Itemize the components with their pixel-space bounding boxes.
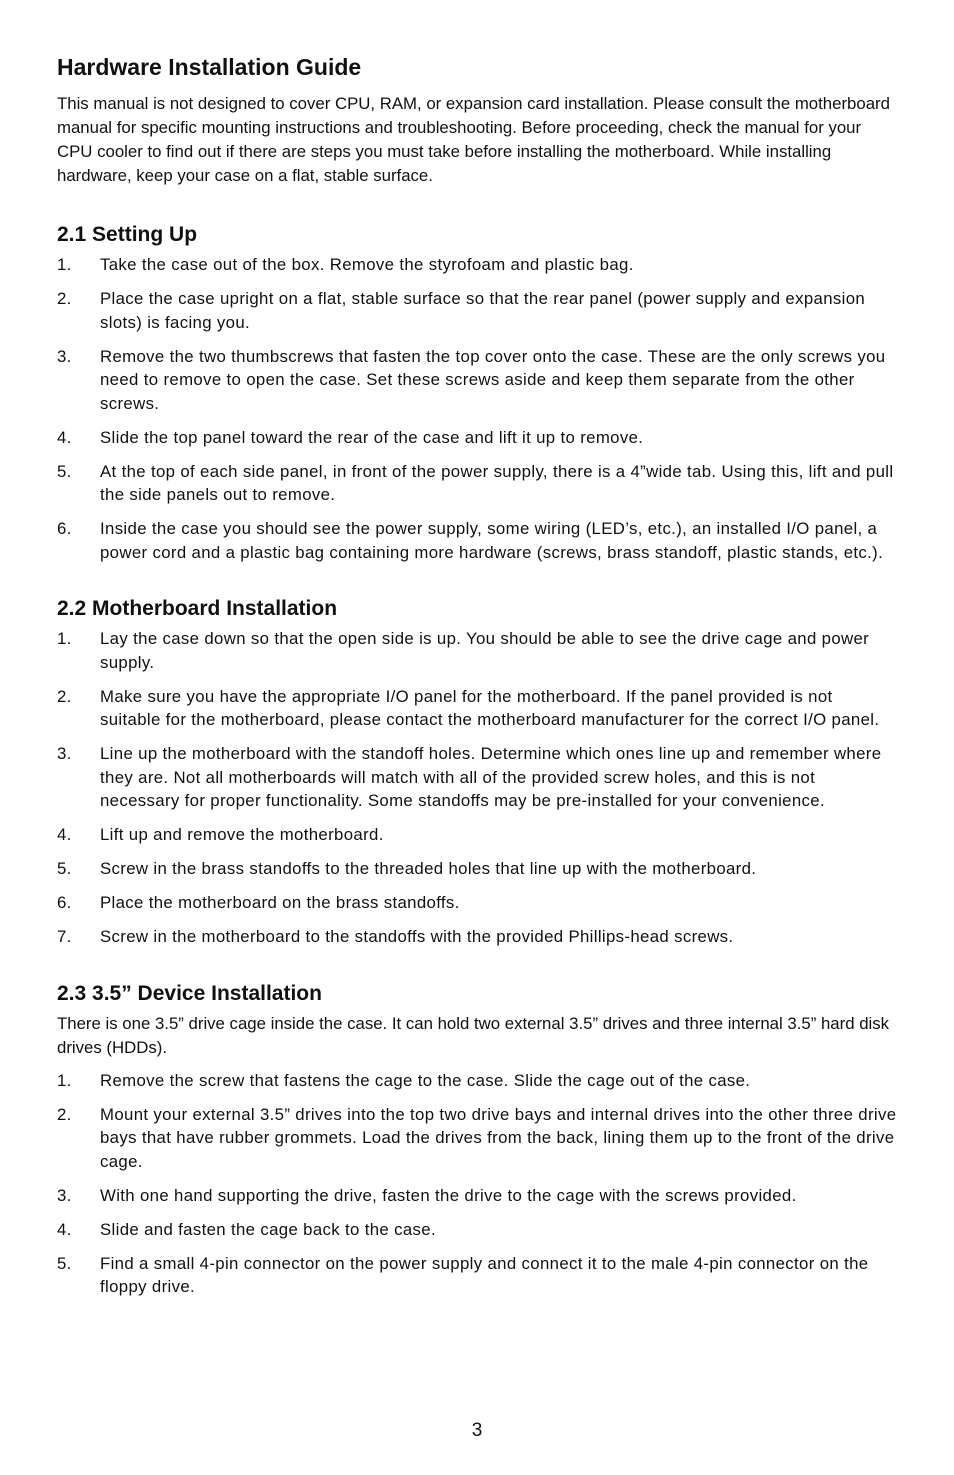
list-item [57,1252,897,1299]
step-number: 4. [57,825,72,844]
step-text: Mount your external 3.5” drives into the top two drive bays and internal drives into the other three drive bays that have rubber grommets. Load the drives from the back, lining them up to the front of the drive cage. [100,1104,897,1171]
step-number: 6. [57,893,72,912]
step-text: Take the case out of the box. Remove the styrofoam and plastic bag. [100,255,634,274]
list-item [57,891,897,915]
section-device-installation [57,980,897,1299]
step-text: Find a small 4-pin connector on the power supply and connect it to the male 4-pin connector on the floppy drive. [100,1253,869,1296]
step-text: Remove the screw that fastens the cage to the case. Slide the cage out of the case. [100,1070,751,1090]
step-list [57,1069,897,1299]
section-heading: 2.3 3.5” Device Installation [57,981,322,1005]
list-item [57,685,897,732]
list-item [57,1218,897,1242]
step-number: 5. [57,859,72,878]
step-text: Slide the top panel toward the rear of the case and lift it up to remove. [100,427,644,447]
list-item [57,460,897,507]
step-number: 7. [57,927,72,946]
step-text: Make sure you have the appropriate I/O panel for the motherboard. If the panel provided is not suitable for the motherboard, please contact the motherboard manufacturer for the correct I/O panel. [100,686,880,729]
list-item [57,857,897,881]
step-text: At the top of each side panel, in front of the power supply, there is a 4”wide tab. Using this, lift and pull the side panels out to remove. [100,461,894,504]
list-item [57,823,897,847]
intro-paragraph: This manual is not designed to cover CPU, RAM, or expansion card installation. Please consult the motherboard manual for specific mounting instructions and troubleshooting. Before proceeding, check the manual for your CPU cooler to find out if there are steps you must take before installing the motherboard. While installing hardware, keep your case on a flat, stable surface. [57,94,890,185]
step-text: Screw in the motherboard to the standoffs with the provided Phillips-head screws. [100,927,734,946]
section-setting-up [57,221,897,564]
step-number: 6. [57,519,72,538]
step-number: 1. [57,629,72,648]
step-number: 5. [57,1253,72,1273]
step-text: Slide and fasten the cage back to the case. [100,1219,436,1239]
step-number: 5. [57,461,72,481]
list-item [57,627,897,674]
section-heading: 2.2 Motherboard Installation [57,597,338,620]
step-text: Lift up and remove the motherboard. [100,825,384,844]
step-number: 4. [57,1219,72,1239]
list-item [57,742,897,813]
list-item [57,345,897,416]
step-number: 2. [57,289,72,308]
step-number: 3. [57,744,72,763]
list-item [57,517,897,564]
section-motherboard-installation [57,595,897,949]
step-text: Screw in the brass standoffs to the threaded holes that line up with the motherboard. [100,859,757,878]
step-number: 4. [57,427,72,447]
list-item [57,426,897,450]
step-list [57,627,897,949]
document-page [57,52,897,1299]
section-intro: There is one 3.5” drive cage inside the case. It can hold two external 3.5” drives and three internal 3.5” hard disk drives (HDDs). [57,1013,890,1057]
step-text: Line up the motherboard with the standoff holes. Determine which ones line up and remember where they are. Not all motherboards will match with all of the provided screw holes, and this is not necessary for proper functionality. Some standoffs may be pre-installed for your convenience. [100,744,882,810]
page-title: Hardware Installation Guide [57,54,362,80]
step-number: 2. [57,1104,72,1124]
list-item [57,1069,897,1093]
section-heading: 2.1 Setting Up [57,223,198,246]
list-item [57,287,897,334]
page-number: 3 [471,1420,483,1441]
list-item [57,253,897,277]
step-number: 3. [57,1185,72,1205]
step-text: Inside the case you should see the power supply, some wiring (LED’s, etc.), an installed I/O panel, a power cord and a plastic bag containing more hardware (screws, brass standoff, plastic stands, etc.). [100,519,884,562]
step-list [57,253,897,564]
step-text: With one hand supporting the drive, fasten the drive to the cage with the screws provided. [100,1185,797,1205]
step-text: Place the case upright on a flat, stable surface so that the rear panel (power supply and expansion slots) is facing you. [100,289,866,332]
list-item [57,1103,897,1174]
step-text: Place the motherboard on the brass standoffs. [100,893,460,912]
list-item [57,1184,897,1208]
step-text: Lay the case down so that the open side is up. You should be able to see the drive cage and power supply. [100,629,870,672]
list-item [57,925,897,949]
step-number: 3. [57,346,72,366]
step-number: 2. [57,686,72,706]
step-number: 1. [57,1070,72,1090]
step-text: Remove the two thumbscrews that fasten the top cover onto the case. These are the only screws you need to remove to open the case. Set these screws aside and keep them separate from the other screws. [100,346,886,413]
step-number: 1. [57,255,72,274]
